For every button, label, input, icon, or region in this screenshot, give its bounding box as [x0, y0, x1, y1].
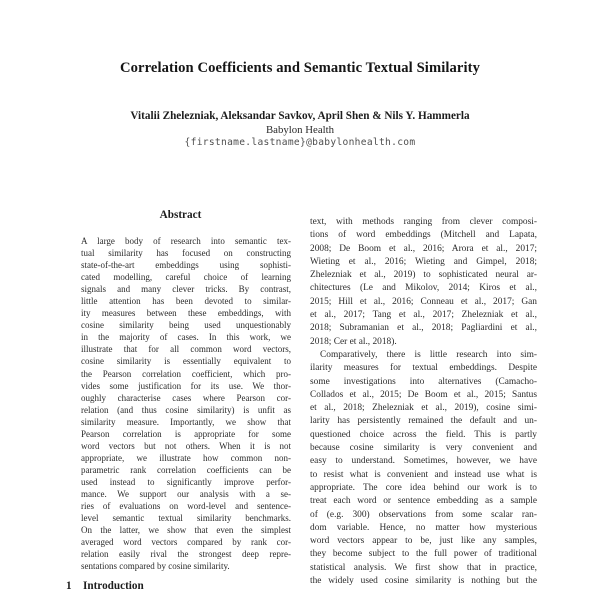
- text-line: similarity measure. Importantly, we show that: [81, 416, 291, 427]
- text-line: text, with methods ranging from clever composi-: [310, 217, 537, 227]
- text-line: word vectors appear to be, just like any samples,: [310, 536, 537, 547]
- right-column: [310, 216, 537, 588]
- paper-title: Correlation Coefficients and Semantic Textual Similarity: [119, 60, 481, 76]
- text-line: used instead to significantly improve perfor-: [81, 476, 291, 487]
- text-line: sentations compared by cosine similarity.: [81, 561, 230, 572]
- text-line: treat each word or sentence embedding as a sample: [310, 496, 537, 507]
- text-line: vides some justification for its use. We thor-: [81, 380, 291, 391]
- text-line: illustrate that for all common word vectors,: [81, 344, 291, 355]
- text-line: mance. We support our analysis with a se-: [81, 488, 291, 499]
- text-line: relation (and thus cosine similarity) is unfit as: [81, 404, 291, 415]
- text-line: relation easily rival the strongest deep repre-: [81, 549, 291, 560]
- text-line: oughly characterise cases where Pearson cor-: [81, 392, 291, 403]
- section-heading-introduction: [66, 580, 306, 592]
- section-title: Introduction: [83, 580, 144, 592]
- text-line: Comparatively, there is little research into sim-: [320, 349, 537, 360]
- text-line: of (e.g. 300) observations from some scalar ran-: [310, 509, 537, 520]
- text-line: parametric rank correlation coefficients can be: [81, 464, 291, 475]
- text-line: some investigations into alternatives (Camacho-: [310, 376, 537, 387]
- text-line: chitectures (Le and Mikolov, 2014; Kiros et al.,: [310, 283, 537, 294]
- text-line: averaged word vectors compared by rank cor-: [81, 537, 291, 548]
- text-line: they become subject to the full power of traditional: [310, 549, 537, 560]
- text-line: Wieting et al., 2016; Wieting and Gimpel, 2018;: [310, 256, 537, 267]
- text-line: questioned choice across the field. This is partly: [310, 429, 537, 440]
- text-line: et al., 2018; Zhelezniak et al., 2019), cosine simi-: [310, 403, 537, 414]
- text-line: tual similarity has focused on constructing: [81, 248, 291, 259]
- contact-email: {firstname.lastname}@babylonhealth.com: [184, 137, 416, 148]
- text-line: appropriate, we illustrate how common non-: [81, 452, 291, 463]
- text-line: Pearson correlation is appropriate for some: [81, 428, 291, 439]
- text-line: to resist what is convenient and instead use what is: [310, 469, 537, 480]
- text-line: et al., 2017; Tang et al., 2017; Zhelezniak et al.,: [310, 310, 537, 321]
- text-line: signals and many clever tricks. By contrast,: [81, 284, 291, 295]
- section-number: 1: [66, 580, 72, 592]
- text-line: 2015; Hill et al., 2016; Conneau et al., 2017; Gan: [310, 296, 537, 307]
- paragraph: [310, 349, 537, 588]
- paragraph: [310, 216, 537, 349]
- text-line: the Pearson correlation coefficient, which pro-: [81, 368, 291, 379]
- text-line: larity has persistently remained the default and un-: [310, 416, 537, 427]
- text-line: tions of word embeddings (Mitchell and Lapata,: [310, 230, 537, 241]
- text-line: cosine similarity being used unquestionably: [81, 320, 291, 331]
- text-line: appropriate. The core idea behind our work is to: [310, 482, 537, 493]
- text-line: level semantic textual similarity benchmarks.: [81, 513, 291, 524]
- text-line: On the latter, we show that even the simplest: [81, 525, 291, 536]
- text-line: word vectors but not others. When it is not: [81, 440, 291, 451]
- left-column: [66, 209, 295, 572]
- text-line: 2018; Subramanian et al., 2018; Pagliardini et al.,: [310, 323, 537, 334]
- affiliation: Babylon Health: [265, 124, 335, 136]
- text-line: Collados et al., 2015; De Boom et al., 2015; Santus: [310, 389, 537, 400]
- text-line: ilarity measures for textual embeddings. Despite: [310, 363, 537, 374]
- text-line: ries of evaluations on word-level and sentence-: [81, 501, 291, 512]
- text-line: 2018; Cer et al., 2018).: [310, 336, 397, 347]
- abstract-heading: Abstract: [159, 209, 202, 221]
- text-line: statistical analysis. We first show that in practice,: [310, 562, 537, 573]
- abstract-body: [81, 235, 291, 572]
- text-line: easy to understand. Sometimes, however, we have: [310, 456, 537, 467]
- author-list: Vitalii Zhelezniak, Aleksandar Savkov, April Shen & Nils Y. Hammerla: [130, 110, 470, 122]
- text-line: in the majority of cases. In this work, we: [81, 332, 291, 343]
- text-line: cated modelling, careful choice of learning: [81, 272, 291, 283]
- text-line: cosine similarity is essentially equivalent to: [81, 356, 291, 367]
- text-line: 2008; De Boom et al., 2016; Arora et al., 2017;: [310, 243, 537, 254]
- text-line: because cosine similarity is very convenient and: [310, 443, 537, 454]
- text-line: the widely used cosine similarity is nothing but the: [310, 576, 537, 587]
- text-line: state-of-the-art embeddings using sophisti-: [81, 260, 291, 271]
- text-line: little attention has been devoted to similar-: [81, 296, 291, 307]
- text-line: ity measures between these embeddings, with: [81, 308, 291, 319]
- text-line: Zhelezniak et al., 2019) to sophisticated neural ar-: [310, 270, 537, 281]
- paragraph: [81, 235, 291, 572]
- text-line: A large body of research into semantic tex-: [81, 236, 291, 246]
- text-line: dom variable. Hence, no matter how mysterious: [310, 522, 537, 533]
